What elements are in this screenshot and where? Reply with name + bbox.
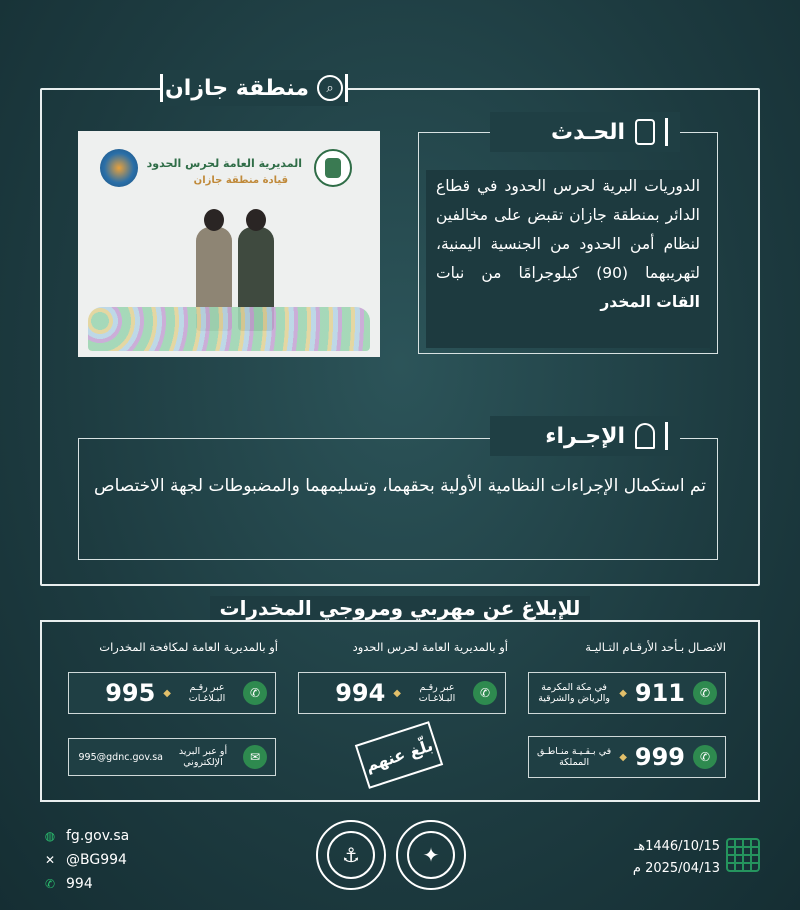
dates	[592, 836, 720, 880]
action-heading: الإجـراء	[490, 416, 680, 456]
border-guard-seal-icon	[100, 149, 138, 187]
region-tag	[160, 70, 348, 106]
phone-icon: ✆	[693, 745, 717, 769]
seized-bags	[88, 307, 370, 351]
saudi-emblem-icon	[314, 149, 352, 187]
seizure-photo	[78, 131, 380, 357]
photo-org-name: المديرية العامة لحرس الحدود	[146, 157, 302, 170]
phone-icon: ✆	[243, 681, 267, 705]
border-guard-emblem-icon: ⚓	[316, 820, 386, 890]
x-handle-link[interactable]: ✕ @BG994	[42, 848, 129, 872]
mail-icon: ✉	[243, 745, 267, 769]
hijri-date: 1446/10/15هـ	[634, 839, 720, 854]
website-link[interactable]: ◍ fg.gov.sa	[42, 824, 129, 848]
event-text-bold: القات المخدر	[600, 293, 700, 311]
search-map-icon: ⌕	[317, 75, 343, 101]
report-title: للإبلاغ عن مهربي ومروجي المخدرات	[0, 596, 800, 620]
email-address[interactable]: 995@gdnc.gov.sa	[78, 751, 163, 763]
saudi-emblem-icon: ✦	[396, 820, 466, 890]
email-report[interactable]: ✉ أو عبر البريد الإلكتروني 995@gdnc.gov.sa	[68, 738, 276, 776]
event-heading: الحـدث	[490, 112, 680, 152]
arrow-icon: ◆	[619, 751, 627, 763]
siren-icon	[635, 423, 655, 449]
col1-header: الاتصـال بـأحد الأرقـام التـاليـة	[585, 640, 726, 654]
hotline-999[interactable]: ✆ 999 ◆ في بـقـيـة منـاطـق المملكة	[528, 736, 726, 778]
gregorian-date: 2025/04/13 م	[632, 861, 720, 876]
arrow-icon: ◆	[393, 687, 401, 699]
hotline-995[interactable]: ✆ عبر رقـم البـلاغـات ◆ 995	[68, 672, 276, 714]
arrow-icon: ◆	[163, 687, 171, 699]
phone-icon: ✆	[693, 681, 717, 705]
radio-icon	[635, 119, 655, 145]
region-title: منطقة جازان	[165, 75, 309, 101]
hotline-911[interactable]: ✆ 911 ◆ في مكة المكرمة والرياض والشرقية	[528, 672, 726, 714]
globe-icon: ◍	[44, 829, 56, 843]
phone-icon: ✆	[473, 681, 497, 705]
col2-header: أو بالمديرية العامة لحرس الحدود	[352, 640, 508, 654]
hotline-994[interactable]: ✆ عبر رقـم البـلاغـات ◆ 994	[298, 672, 506, 714]
arrow-icon: ◆	[619, 687, 627, 699]
col3-header: أو بالمديرية العامة لمكافحة المخدرات	[99, 640, 278, 654]
action-text: تم استكمال الإجراءات النظامية الأولية بحقهما، وتسليمهما والمضبوطات لجهة الاختصاص	[94, 476, 706, 496]
calendar-icon	[726, 838, 760, 872]
footer-social	[42, 824, 129, 896]
report-them-stamp: بلّغ عنهم	[355, 721, 443, 789]
phone-icon: ✆	[44, 877, 56, 891]
event-text: الدوريات البرية لحرس الحدود في قطاع الدائر بمنطقة جازان تقبض على مخالفين لنظام أمن الحدود من الجنسية اليمنية، لتهريبهما (90) كيلوجرامًا من نبات القات المخدر	[426, 170, 710, 348]
x-icon: ✕	[44, 853, 56, 867]
phone-link[interactable]: ✆ 994	[42, 872, 129, 896]
photo-org-sub: قيادة منطقة جازان	[193, 175, 288, 186]
